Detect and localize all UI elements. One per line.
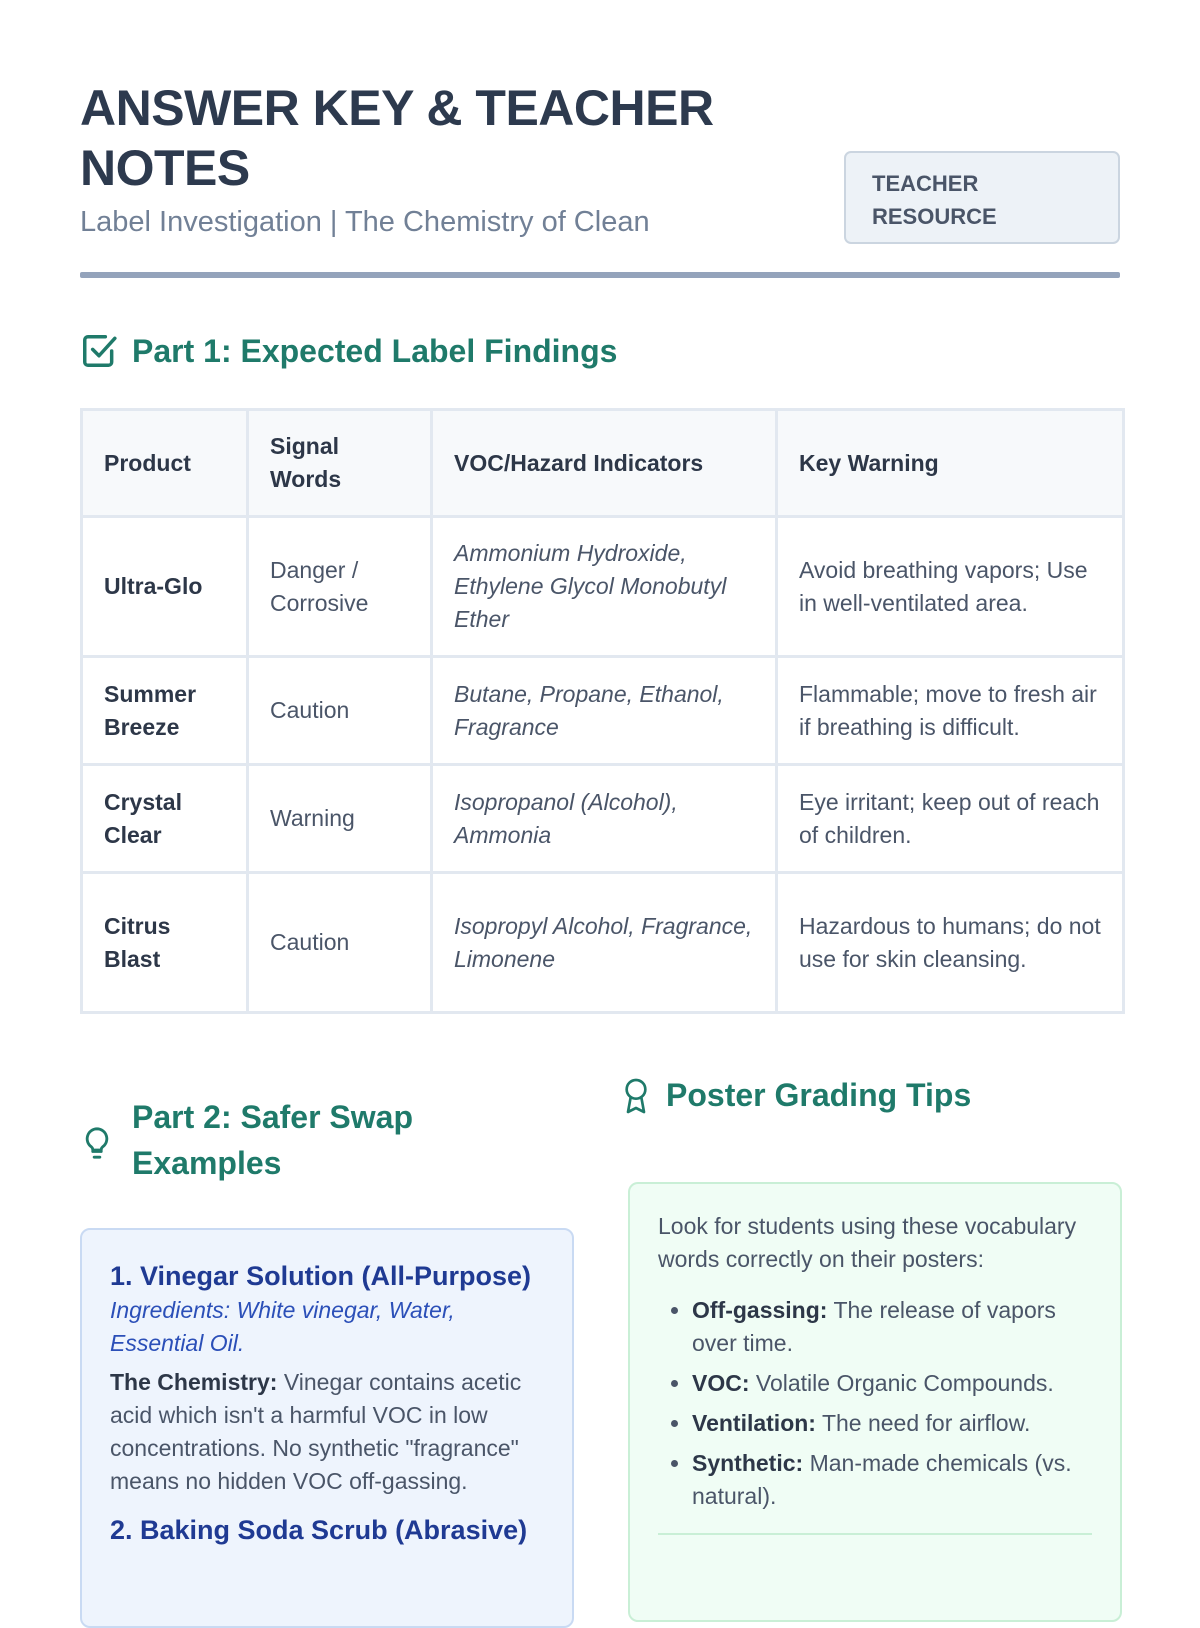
column-header: VOC/Hazard Indicators [432,410,777,517]
swap-item-ingredients: Ingredients: White vinegar, Water, Essential Oil. [110,1297,455,1356]
table-row [82,657,1124,765]
vocab-term: Off-gassing: [692,1297,828,1323]
table-row [82,873,1124,1013]
column-header: Signal Words [248,410,432,517]
part1-heading [80,328,617,375]
tips-heading [620,1072,971,1121]
signal-cell: Danger / Corrosive [248,517,432,657]
warning-cell: Avoid breathing vapors; Use in well-ventilated area. [777,517,1124,657]
warning-cell: Flammable; move to fresh air if breathing is difficult. [777,657,1124,765]
award-ribbon-icon [620,1076,652,1121]
page-subtitle: Label Investigation | The Chemistry of Clean [80,206,650,238]
teacher-resource-badge: TEACHER RESOURCE [844,151,1120,244]
vocab-definition: Man-made chemicals (vs. natural). [692,1450,1072,1509]
vocab-term: Synthetic: [692,1450,804,1476]
part2-heading [80,1094,500,1186]
voc-cell: Isopropyl Alcohol, Fragrance, Limonene [432,873,777,1013]
list-item [692,1294,1092,1360]
chemistry-label: The Chemistry: [110,1369,278,1395]
column-header: Product [82,410,248,517]
page-title: ANSWER KEY & TEACHER NOTES [80,80,714,196]
vocab-definition: The need for airflow. [821,1410,1031,1436]
list-item [692,1367,1092,1400]
signal-cell: Caution [248,873,432,1013]
grading-tips-box [628,1182,1122,1622]
voc-cell: Butane, Propane, Ethanol, Fragrance [432,657,777,765]
swap-item-title: 1. Vinegar Solution (All-Purpose) [110,1261,532,1291]
list-item [692,1447,1092,1513]
swap-item-description [110,1366,544,1498]
product-cell: Citrus Blast [82,873,248,1013]
table-row [82,765,1124,873]
tips-divider [658,1533,1092,1535]
vocabulary-list [658,1294,1092,1513]
warning-cell: Hazardous to humans; do not use for skin cleansing. [777,873,1124,1013]
swap-item-title: 2. Baking Soda Scrub (Abrasive) [110,1515,528,1545]
tips-heading-text: Poster Grading Tips [666,1077,972,1113]
checkbox-icon [80,332,118,375]
part1-heading-text: Part 1: Expected Label Findings [132,333,618,369]
warning-cell: Eye irritant; keep out of reach of children. [777,765,1124,873]
table-header-row [82,410,1124,517]
column-header: Key Warning [777,410,1124,517]
signal-cell: Warning [248,765,432,873]
chemistry-text: Vinegar contains acetic acid which isn't a harmful VOC in low concentrations. No synthetic "fragrance" means no hidden VOC off-gassing. [110,1369,522,1494]
page-header [80,78,1120,240]
vocab-definition: The release of vapors over time. [692,1297,1056,1356]
vocab-term: Ventilation: [692,1410,816,1436]
voc-cell: Isopropanol (Alcohol), Ammonia [432,765,777,873]
product-cell: Ultra-Glo [82,517,248,657]
part2-heading-text: Part 2: Safer Swap Examples [132,1099,413,1181]
list-item [692,1407,1092,1440]
voc-cell: Ammonium Hydroxide, Ethylene Glycol Monobutyl Ether [432,517,777,657]
vocab-term: VOC: [692,1370,750,1396]
lightbulb-icon [80,1124,114,1167]
vocab-definition: Volatile Organic Compounds. [755,1370,1054,1396]
table-row [82,517,1124,657]
product-cell: Summer Breeze [82,657,248,765]
header-divider [80,272,1120,278]
signal-cell: Caution [248,657,432,765]
tips-intro: Look for students using these vocabulary words correctly on their posters: [658,1213,1077,1272]
safer-swap-box [80,1228,574,1628]
product-cell: Crystal Clear [82,765,248,873]
findings-table [80,408,1125,1014]
